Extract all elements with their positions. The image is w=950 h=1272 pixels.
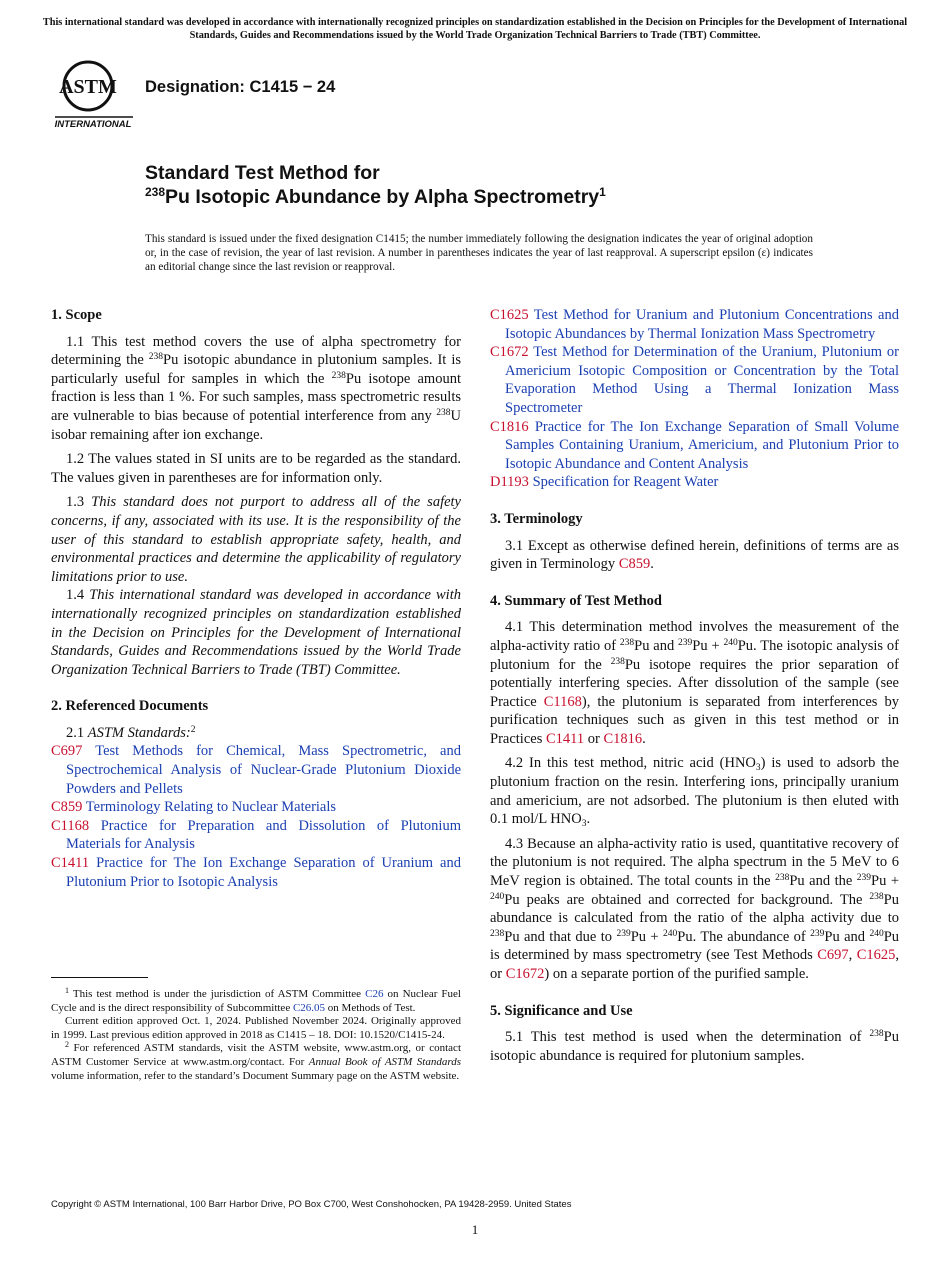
link-c1816[interactable]: C1816 bbox=[603, 730, 643, 747]
section-refdocs-heading: 2. Referenced Documents bbox=[51, 698, 209, 715]
issued-note: This standard is issued under the fixed designation C1415; the number immediately following the designation indicates the year of original adoption or, in the case of revision, the year of last revision. A number in parentheses indicates the year of last reapproval. A superscript epsilon (ε) indicates an editorial change since the last revision or reapproval. bbox=[145, 233, 813, 273]
logo-subtext: INTERNATIONAL bbox=[54, 119, 132, 130]
link-c1625[interactable]: C1625 bbox=[856, 947, 896, 964]
copyright: Copyright © ASTM International, 100 Barr Harbor Drive, PO Box C700, West Conshohocken, PA 19428-2959. United States bbox=[51, 1199, 572, 1210]
ref-item-c697[interactable]: C697 Test Methods for Chemical, Mass Spectrometric, and Spectrochemical Analysis of Nuclear-Grade Plutonium Dioxide Powders and Pellets bbox=[51, 743, 461, 797]
left-column bbox=[51, 306, 461, 891]
title-line1: Standard Test Method for bbox=[145, 162, 380, 184]
title-isotope-sup: 238 bbox=[145, 185, 166, 199]
page-number: 1 bbox=[471, 1222, 479, 1237]
ref-item-d1193[interactable]: D1193 Specification for Reagent Water bbox=[490, 474, 719, 491]
logo-text: ASTM bbox=[59, 76, 117, 98]
scope-1-3: 1.3 This standard does not purport to address all of the safety concerns, if any, associated with its use. It is the responsibility of the user of this standard to establish appropriate safety, health, and environmental practices and determine the applicability of regulatory limitations prior to use. bbox=[51, 494, 461, 585]
link-c859[interactable]: C859 bbox=[618, 556, 651, 573]
title-footnote-mark: 1 bbox=[599, 185, 606, 199]
link-c1411[interactable]: C1411 bbox=[545, 730, 585, 747]
summary-4-2: 4.2 In this test method, nitric acid $(HNO_3)$ is used to adsorb the plutonium fraction on the resin. Interfering ions, principally uranium and americium, are not adsorbed. The plutonium is then eluted with 0.1 mol/L $HNO_3$. bbox=[490, 755, 899, 830]
refdocs-2-1: 2.1 ASTM Standards:$^2$ bbox=[66, 724, 196, 741]
right-column bbox=[490, 306, 899, 1065]
footnote-1: $^1$ This test method is under the jurisdiction of ASTM Committee C26 on Nuclear Fuel Cycle and is the direct responsibility of Subcommittee C26.05 on Methods of Test. bbox=[51, 986, 461, 1014]
link-c1168[interactable]: C1168 bbox=[543, 693, 582, 710]
document-title bbox=[145, 161, 606, 209]
link-c1672[interactable]: C1672 bbox=[505, 966, 545, 982]
summary-4-3: 4.3 Because an alpha-activity ratio is used, quantitative recovery of the plutonium is not required. The alpha spectrum in the 5 MeV to 6 MeV region is obtained. The total counts in the $^{238}$Pu and the $^{239}$Pu + $^{240}$Pu peaks are obtained and corrected for background. The $^{238}$Pu abundance is calculated from the ratio of the alpha activity due to $^{238}$Pu and that due to $^{239}$Pu + $^{240}$Pu. The abundance of $^{239}$Pu and $^{240}$Pu is determined by mass spectrometry (see Test Methods C697, C1625, or C1672) on a separate portion of the purified sample. bbox=[490, 835, 900, 982]
footnote-link-c26-05[interactable]: C26.05 bbox=[292, 1001, 326, 1014]
link-c697[interactable]: C697 bbox=[817, 947, 849, 964]
footnote-edition: Current edition approved Oct. 1, 2024. Published November 2024. Originally approved in 1999. Last previous edition approved in 2018 as C1415 – 18. DOI: 10.1520/C1415-24. bbox=[51, 1015, 461, 1041]
summary-4-1: 4.1 This determination method involves the measurement of the alpha-activity ratio of $^{238}$Pu and $^{239}$Pu + $^{240}$Pu. The isotopic analysis of plutonium for the $^{238}$Pu isotope requires the prior separation of potentially interfering species. After dissolution of the sample (see Practice C1168), the plutonium is separated from interferences by purification techniques such as given in this test method or in Practices C1411 or C1816. bbox=[490, 619, 899, 747]
designation: Designation: C1415 − 24 bbox=[145, 78, 336, 96]
ref-item-c1816[interactable]: C1816 Practice for The Ion Exchange Separation of Small Volume Samples Containing Uranium, Americium, and Plutonium Prior to Isotopic Abundance and Content Analysis bbox=[490, 418, 900, 472]
scope-1-2: 1.2 The values stated in SI units are to be regarded as the standard. The values given in parentheses are for information only. bbox=[51, 451, 461, 486]
footnote-2: $^2$ For referenced ASTM standards, visit the ASTM website, www.astm.org, or contact ASTM Customer Service at www.astm.org/contact. For Annual Book of ASTM Standards volume information, refer to the standard’s Document Summary page on the ASTM website. bbox=[51, 1040, 461, 1082]
footnote-link-c26[interactable]: C26 bbox=[365, 988, 384, 1000]
top-notice: This international standard was developed in accordance with internationally recognized principles on standardization established in the Decision on Principles for the Development of International Standards, Guides and Recommendations issued by the World Trade Organization Technical Barriers to Trade (TBT) Committee. bbox=[42, 17, 908, 41]
ref-item-c1168[interactable]: C1168 Practice for Preparation and Dissolution of Plutonium Materials for Analysis bbox=[51, 817, 461, 853]
section-scope-heading: 1. Scope bbox=[51, 307, 102, 323]
title-line2-text: Pu Isotopic Abundance by Alpha Spectrometry bbox=[165, 186, 600, 208]
section-significance-heading: 5. Significance and Use bbox=[490, 1002, 633, 1019]
scope-1-1: 1.1 This test method covers the use of alpha spectrometry for determining the $^{238}$Pu isotopic abundance in plutonium samples. It is particularly useful for samples in which the $^{238}$Pu isotope amount fraction is less than 1 %. For such samples, mass spectrometric results are vulnerable to bias because of potential interference from any $^{238}$U isobar remaining after ion exchange. bbox=[51, 333, 462, 443]
ref-item-c1672[interactable]: C1672 Test Method for Determination of the Uranium, Plutonium or Americium Isotopic Composition or Concentration by the Total Evaporation Method Using a Thermal Ionization Mass Spectrometer bbox=[490, 344, 899, 416]
significance-5-1: 5.1 This test method is used when the determination of $^{238}$Pu isotopic abundance is required for plutonium samples. bbox=[490, 1029, 899, 1064]
ref-item-c1411[interactable]: C1411 Practice for The Ion Exchange Separation of Uranium and Plutonium Prior to Isotopic Analysis bbox=[51, 855, 461, 890]
footnotes bbox=[51, 988, 461, 1083]
ref-item-c859[interactable]: C859 Terminology Relating to Nuclear Materials bbox=[51, 799, 337, 816]
scope-1-4: 1.4 This international standard was developed in accordance with internationally recognized principles on standardization established in the Decision on Principles for the Development of International Standards, Guides and Recommendations issued by the World Trade Organization Technical Barriers to Trade (TBT) Committee. bbox=[51, 587, 461, 678]
footnote-divider bbox=[51, 977, 148, 978]
ref-item-c1625[interactable]: C1625 Test Method for Uranium and Plutonium Concentrations and Isotopic Abundances by Thermal Ionization Mass Spectrometry bbox=[490, 307, 899, 342]
title-line2 bbox=[145, 185, 606, 209]
section-summary-heading: 4. Summary of Test Method bbox=[490, 592, 662, 609]
astm-logo bbox=[53, 56, 135, 130]
terminology-3-1: 3.1 Except as otherwise defined herein, definitions of terms are as given in Terminology C859. bbox=[490, 537, 899, 573]
section-terminology-heading: 3. Terminology bbox=[490, 510, 583, 527]
